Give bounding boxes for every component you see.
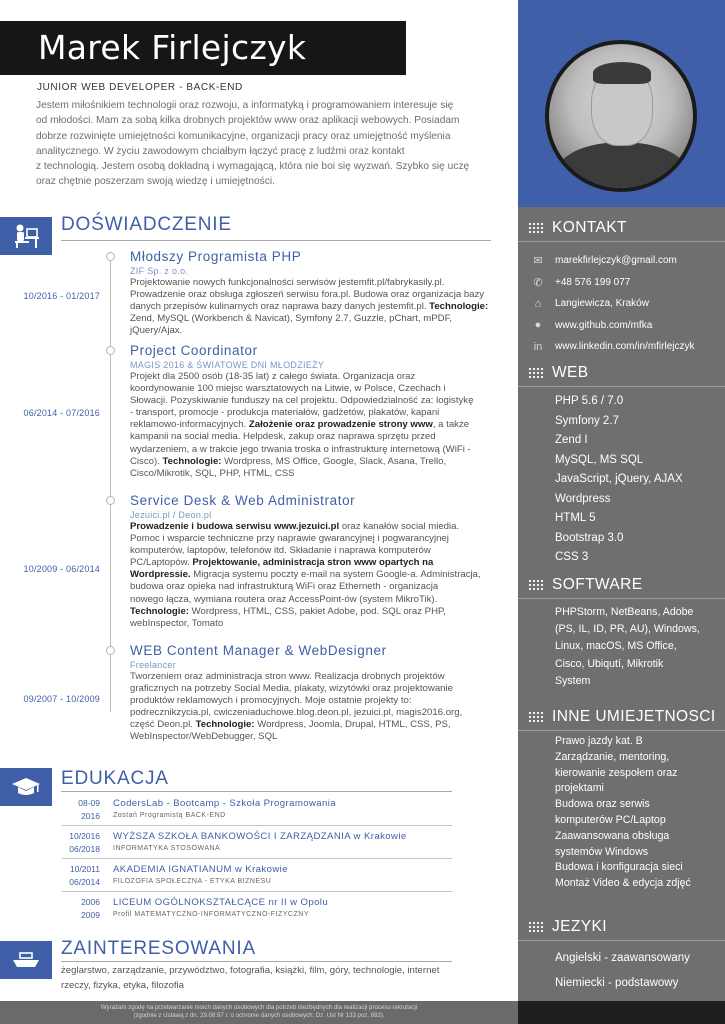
- education-field: Zostań Programistą BACK-END: [113, 812, 226, 819]
- web-skill: Bootstrap 3.0: [555, 531, 624, 544]
- interests-line: rzeczy, fizyka, etyka, filozofia: [61, 979, 184, 991]
- bold-text: Technologie:: [429, 301, 489, 313]
- other-skill-line: systemów Windows: [555, 845, 649, 858]
- experience-title: DOŚWIADCZENIE: [61, 214, 232, 235]
- bold-text: Technologie:: [195, 719, 255, 731]
- description-line: [130, 419, 498, 431]
- timeline-dot: [106, 496, 115, 505]
- gdpr-clause: [0, 1001, 518, 1024]
- web-skill: HTML 5: [555, 512, 596, 524]
- text: Zend, MySQL (Workbench & Navicat), Symfony 2.7, Guzzle, pChart, mPDF,: [130, 313, 453, 325]
- bold-text: Założenie oraz prowadzenie strony www: [248, 419, 433, 431]
- education-school: AKADEMIA IGNATIANUM w Krakowie: [113, 864, 288, 875]
- text: Tworzeniem oraz administracja stron www. Realizacja drobnych projektów: [130, 671, 445, 682]
- contact-text: marekfirlejczyk@gmail.com: [555, 255, 677, 267]
- text: Migracja systemu poczty e-mail na system Google-a. Administracja,: [190, 569, 481, 581]
- section-rule: [61, 240, 491, 241]
- grid-icon: [528, 921, 544, 933]
- education-field: FILOZOFIA SPOŁECZNA - ETYKA BIZNESU: [113, 878, 272, 885]
- bold-text: Wordpressie.: [130, 569, 191, 581]
- job-description: [130, 671, 498, 744]
- phone-icon: ✆: [533, 276, 543, 289]
- contact-item: [530, 315, 720, 337]
- software-line: (PS, IL, ID, PR, AU), Windows,: [555, 623, 700, 636]
- contact-text: +48 576 199 077: [555, 276, 631, 288]
- education-date: [40, 830, 100, 855]
- education-school: CodersLab - Bootcamp - Szkoła Programowania: [113, 798, 337, 809]
- job-title: Project Coordinator: [130, 343, 258, 358]
- text: produktów reklamowych i promocyjnych. Moje ostatnie projekty to:: [130, 695, 412, 707]
- contact-item: [530, 336, 720, 358]
- date-start: 08-09: [78, 798, 100, 808]
- description-line: [130, 277, 498, 289]
- job-date: 10/2016 - 01/2017: [23, 291, 100, 301]
- other-skills-heading: INNE UMIEJETNOSCI: [528, 708, 716, 726]
- section-rule: [61, 961, 452, 962]
- description-line: [130, 695, 498, 707]
- date-end: 06/2014: [69, 876, 100, 887]
- intro-line: oraz chętnie poszerzam swoją wiedzę i umiejętności.: [36, 176, 275, 188]
- intro-text: [36, 98, 476, 190]
- contact-list: [530, 250, 720, 358]
- web-skill: CSS 3: [555, 551, 589, 563]
- person-name: Marek Firlejczyk: [38, 28, 307, 67]
- divider: [518, 730, 725, 731]
- other-skill-line: komputerów PC/Laptop: [555, 813, 666, 826]
- text: webInspector, Tomato: [130, 617, 224, 629]
- education-divider: [62, 825, 452, 826]
- web-skill: Zend I: [555, 434, 588, 446]
- date-end: 2009: [81, 909, 100, 920]
- grid-icon: [528, 367, 544, 379]
- divider: [518, 386, 725, 387]
- text: Pomoc i wsparcie techniczne przy naprawie gwarancyjnej i pogwarancyjnej: [130, 533, 449, 545]
- grid-icon: [528, 579, 544, 591]
- graduation-cap-icon: [11, 776, 41, 798]
- education-field: INFORMATYKA STOSOWANA: [113, 845, 221, 852]
- description-line: [130, 618, 498, 630]
- description-line: [130, 371, 498, 383]
- education-date: [40, 797, 100, 822]
- divider: [518, 241, 725, 242]
- bold-text: Projektowanie, administracja stron www opartych na: [192, 557, 434, 569]
- web-skill: PHP 5.6 / 7.0: [555, 395, 624, 407]
- description-line: [130, 545, 498, 557]
- education-school: WYŻSZA SZKOŁA BANKOWOŚCI I ZARZĄDZANIA w Krakowie: [113, 831, 407, 842]
- job-title: Młodszy Programista PHP: [130, 249, 302, 264]
- photo-shoulders: [557, 142, 687, 192]
- text: oraz kanałów social miedia.: [339, 521, 460, 532]
- text: nowego łącza, wymiana routera oraz AccessPoint-ów (system MikroTik).: [130, 593, 438, 605]
- job-entry: [130, 249, 498, 337]
- other-skill-line: Budowa i konfiguracja sieci: [555, 861, 683, 874]
- gdpr-line: Wyrażam zgodę na przetwarzanie moich danych osobowych dla potrzeb niezbędnych dla realizacji procesu rekrutacji: [100, 1004, 418, 1011]
- other-skills-list: [555, 734, 715, 892]
- interests-title: ZAINTERESOWANIA: [61, 938, 256, 959]
- description-line: [130, 395, 498, 407]
- description-line: [130, 407, 498, 419]
- photo-hair: [593, 62, 651, 84]
- web-skills-list: [555, 392, 683, 568]
- job-description: [130, 521, 498, 630]
- text: koordynowanie 100 miejsc warsztatowych na Litwie, w Polsce, Czechach i: [130, 383, 446, 395]
- languages-list: [555, 952, 690, 1001]
- other-skill-line: Budowa oraz serwis: [555, 798, 650, 811]
- mail-icon: ✉: [533, 255, 543, 268]
- text: część Deon.pl.: [130, 719, 196, 731]
- education-date: [40, 896, 100, 921]
- other-skill-line: Zaawansowana obsługa: [555, 829, 670, 842]
- description-line: [130, 606, 498, 618]
- language-item: Angielski - zaawansowany: [555, 952, 690, 964]
- text: budowa oraz opieka nad infrastrukturą WiFi oraz Etherneth - organizacja: [130, 581, 439, 593]
- description-line: [130, 594, 498, 606]
- timeline-dot: [106, 646, 115, 655]
- text: kampanii na social media. Helpdesk, zakup oraz naprawa sprzętu przed: [130, 431, 436, 443]
- description-line: [130, 313, 498, 325]
- web-skill: JavaScript, jQuery, AJAX: [555, 473, 683, 485]
- intro-line: dobrze rozwinięte umiejętności komunikacyjne, organizacji pracy oraz umiejętność myślenia: [36, 130, 451, 142]
- description-line: [130, 569, 498, 581]
- text: reklamowo-informacyjnych.: [130, 419, 249, 431]
- contact-text: www.github.com/mfka: [555, 319, 653, 331]
- description-line: [130, 456, 498, 468]
- footer-dark-block: [518, 1001, 725, 1024]
- description-line: [130, 468, 498, 480]
- software-line: PHPStorm, NetBeans, Adobe: [555, 606, 694, 618]
- text: Słowacji. Pozyskiwanie funduszy na cel projektu. Odpowiedzialność za: logistykę: [130, 395, 474, 407]
- job-entry: [130, 643, 498, 744]
- contact-item: [530, 293, 720, 315]
- description-line: [130, 521, 498, 533]
- intro-line: z technologią. Jestem osobą dokładną i wymagającą, która nie boi się wyzwań. Szybko się uczę: [36, 161, 470, 173]
- text: WebInspector/WebDebugger, SQL: [130, 731, 278, 743]
- text: graficznych na potrzeby Social Media, plakaty, wizytówki oraz projektowanie: [130, 683, 453, 695]
- date-end: 2016: [81, 810, 100, 821]
- web-skill: Symfony 2.7: [555, 414, 619, 427]
- job-title: Service Desk & Web Administrator: [130, 493, 356, 508]
- divider: [518, 598, 725, 599]
- profile-photo: [545, 40, 697, 192]
- software-heading: SOFTWARE: [528, 576, 642, 594]
- software-line: System: [555, 674, 591, 687]
- job-title: WEB Content Manager & WebDesigner: [130, 643, 387, 658]
- description-line: [130, 683, 498, 695]
- software-line: Linux, macOS, MS Office,: [555, 640, 677, 653]
- intro-line: analitycznego. W życiu zawodowym chciałbym łączyć pracę z ludźmi oraz kontakt: [36, 145, 405, 157]
- text: Cisco).: [130, 455, 163, 467]
- job-date: 09/2007 - 10/2009: [23, 694, 100, 704]
- description-line: [130, 383, 498, 395]
- divider: [518, 940, 725, 941]
- text: danych przepisów kulinarnych oraz naprawa bazy danych jestemfit.pl.: [130, 301, 430, 313]
- education-field: Profil MATEMATYCZNO-INFORMATYCZNO-FIZYCZNY: [113, 911, 309, 918]
- other-skill-line: Zarządzanie, mentoring,: [555, 750, 670, 763]
- date-start: 2006: [81, 897, 100, 907]
- bold-text: Technologie:: [130, 605, 189, 617]
- job-company: ZIF Sp. z o.o.: [130, 266, 189, 276]
- software-line: Cisco, Ubiqutí, Mikrotik: [555, 657, 664, 670]
- other-skill-line: Prawo jazdy kat. B: [555, 735, 643, 747]
- text: - transport, promocje - produkcja materiałów, gadżetów, plakatów, kapani: [130, 407, 440, 419]
- text: komputerów, laptopów, telefonów itd. Składanie i naprawa komputerów: [130, 545, 431, 557]
- text: Cisco/Mikrotik, SQL, PHP, HTML, CSS: [130, 467, 295, 479]
- job-company: MAGIS 2016 & ŚWIATOWE DNI MŁODZIEŻY: [130, 360, 325, 370]
- other-skill-line: projektami: [555, 782, 604, 795]
- education-divider: [62, 858, 452, 859]
- contact-item: [530, 272, 720, 294]
- job-role: JUNIOR WEB DEVELOPER - BACK-END: [37, 82, 243, 93]
- date-start: 10/2016: [69, 831, 100, 841]
- bold-text: Prowadzenie i budowa serwisu www.jezuici.pl: [130, 521, 340, 532]
- job-date: 06/2014 - 07/2016: [23, 408, 100, 418]
- contact-item: [530, 250, 720, 272]
- description-line: [130, 431, 498, 443]
- timeline-dot: [106, 252, 115, 261]
- description-line: [130, 557, 498, 569]
- text: Wordpress, HTML, CSS, pakiet Adobe, pod. SQL oraz PHP,: [188, 605, 446, 617]
- text: podrecznikzycia.pl, cwiczeniaduchowe.blog.deon.pl, jezuici.pl, magis2016.org,: [130, 707, 463, 719]
- job-entry: [130, 493, 498, 630]
- grid-icon: [528, 222, 544, 234]
- description-line: [130, 731, 498, 743]
- description-line: [130, 325, 498, 337]
- interests-line: żeglarstwo, zarządzanie, przywództwo, fotografia, książki, film, góry, technologie, internet: [61, 965, 440, 976]
- desk-worker-icon: [12, 223, 40, 249]
- contact-heading: KONTAKT: [528, 219, 627, 237]
- intro-line: od młodości. Mam za sobą kilka drobnych projektów www oraz aplikacji webowych. Posiadam: [36, 115, 460, 127]
- job-company: Freelancer: [130, 660, 177, 670]
- text: Wordpress, MS Office, Google, Slack, Asana, Trello,: [221, 455, 447, 467]
- other-skill-line: Montaż Video & edycja zdjęć: [555, 877, 691, 890]
- date-start: 10/2011: [69, 864, 100, 874]
- description-line: [130, 444, 498, 456]
- job-description: [130, 277, 498, 337]
- text: , a także: [432, 419, 470, 431]
- text: wydarzeniem, a w trakcie jego trwania troska o infrastrukturę internetową (WiFi -: [130, 443, 471, 455]
- web-heading: WEB: [528, 364, 589, 382]
- education-title: EDUKACJA: [61, 768, 169, 789]
- section-rule: [61, 791, 452, 792]
- job-company: Jezuici.pl / Deon.pl: [130, 510, 212, 520]
- linkedin-icon: in: [533, 340, 543, 353]
- boat-icon: [11, 950, 41, 970]
- job-entry: [130, 343, 498, 480]
- education-school: LICEUM OGÓLNOKSZTAŁCĄCE nr II w Opolu: [113, 897, 329, 908]
- description-line: [130, 533, 498, 545]
- text: Wordpress, Joomla, Drupal, HTML, CSS, PS,: [254, 719, 451, 731]
- github-icon: ●: [534, 319, 542, 332]
- text: Projektowanie nowych funkcjonalności serwisów jestemfit.pl/fabrykasily.pl.: [130, 277, 445, 288]
- contact-text: Langiewicza, Kraków: [555, 298, 649, 310]
- description-line: [130, 707, 498, 719]
- grid-icon: [528, 711, 544, 723]
- description-line: [130, 671, 498, 683]
- gdpr-line: (zgodnie z Ustawą z dn. 29.08.97 r. o ochronie danych osobowych; Dz. Ust Nr 133 poz. 883).: [133, 1012, 385, 1019]
- education-date: [40, 863, 100, 888]
- description-line: [130, 301, 498, 313]
- web-skill: Wordpress: [555, 492, 611, 505]
- description-line: [130, 581, 498, 593]
- date-end: 06/2018: [69, 843, 100, 854]
- web-skill: MySQL, MS SQL: [555, 453, 644, 466]
- job-date: 10/2009 - 06/2014: [23, 564, 100, 574]
- intro-line: Jestem miłośnikiem technologii oraz rozwoju, a informatyką i programowaniem interesuje się: [36, 100, 454, 111]
- text: Projekt dla 2500 osób (18-35 lat) z całego świata. Organizacja oraz: [130, 371, 416, 382]
- interests-section-icon: [0, 941, 52, 979]
- text: Prowadzenie oraz obsługa zgłoszeń serwisu fora.pl. Budowa oraz organizacja bazy: [130, 289, 485, 301]
- footer: [0, 1001, 725, 1024]
- experience-section-icon: [0, 217, 52, 255]
- other-skill-line: kierowanie zespołem oraz: [555, 766, 678, 779]
- text: PC/Laptopów.: [130, 557, 193, 569]
- interests-text: [61, 964, 461, 993]
- description-line: [130, 719, 498, 731]
- home-icon: ⌂: [534, 297, 542, 310]
- timeline-dot: [106, 346, 115, 355]
- description-line: [130, 289, 498, 301]
- education-divider: [62, 891, 452, 892]
- bold-text: Technologie:: [162, 455, 222, 467]
- contact-text: www.linkedin.com/in/mfirlejczyk: [555, 341, 695, 353]
- job-description: [130, 371, 498, 480]
- language-item: Niemiecki - podstawowy: [555, 976, 679, 989]
- timeline-line: [110, 252, 111, 712]
- text: jQuery/Ajax.: [130, 325, 183, 337]
- software-list: [555, 604, 715, 690]
- languages-heading: JEZYKI: [528, 918, 607, 936]
- name-banner: [0, 21, 406, 75]
